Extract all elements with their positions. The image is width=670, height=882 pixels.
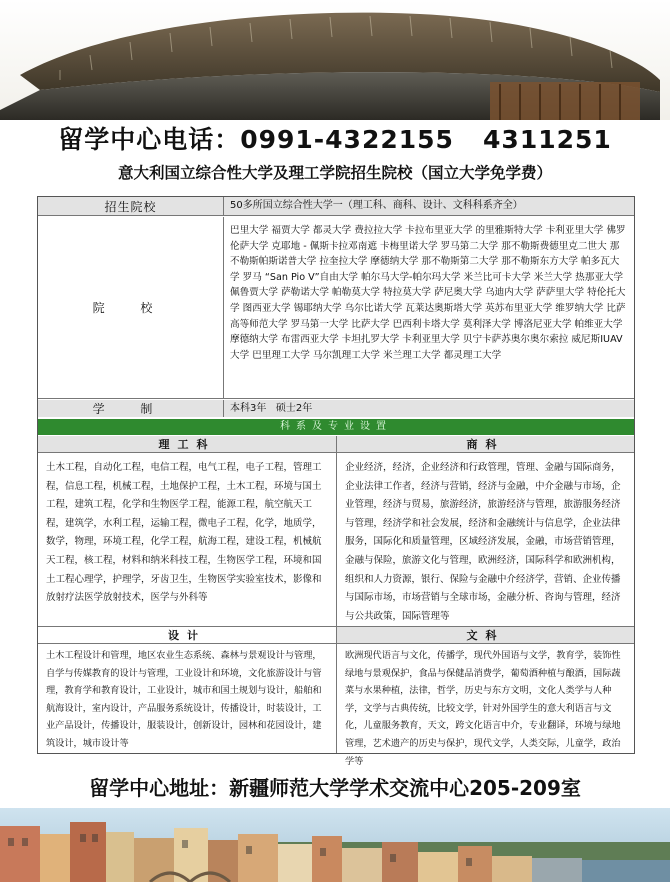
arts-title: 文科	[337, 627, 634, 644]
engineering-title: 理工科	[38, 436, 336, 453]
schools-row	[38, 197, 634, 216]
admissions-table	[37, 196, 635, 767]
design-text: 土木工程设计和管理，地区农业生态系统、森林与景观设计与管理，自学与传媒教育的设计与管理，工业设计和环境，文化旅游设计与管理，教育学和教育设计，工业设计，城市和国土规划与设计，船舶和航海设计，室内设计，产品服务系统设计，传播设计，时装设计，工业产品设计，传播设计，服装设计，创新设计，园林和花园设计，建筑设计，城市设计等	[46, 650, 322, 749]
degree-value: 本科3年 硕士2年	[230, 403, 313, 414]
colleges-list: 巴里大学 福贾大学 都灵大学 费拉拉大学 卡拉布里亚大学 的里雅斯特大学 卡利亚里大学 佛罗伦萨大学 克耶地 - 佩斯卡拉邓南遮 卡梅里诺大学 罗马第二大学 那不勒斯费德里克二世大 那不勒斯帕斯诺普大学 拉奎拉大学 摩德纳大学 那不勒斯第二大学 那不勒斯东方大学 帕多瓦大学 罗马 “San Pio V”自由大学 帕尔马大学-帕尔玛大学 米兰比可卡大学 米兰大学 热那亚大学 佩鲁贾大学 萨勒诺大学 帕勒莫大学 特拉莫大学 萨尼奥大学 乌迪内大学 萨萨里大学 特伦托大学 图西亚大学 锡耶纳大学 乌尔比诺大学 瓦莱达奥斯塔大学 英苏布里亚大学 维罗纳大学 比萨高等师范大学 罗马第一大学 比萨大学 巴西利卡塔大学 莫利泽大学 博洛尼亚大学 帕维亚大学 摩德纳大学 布雷西亚大学 卡坦扎罗大学 卡利亚里大学 贝宁卡萨苏奥尔奥尔索拉 威尼斯IUAV大学 巴里理工大学 马尔凯理工大学 米兰理工大学 都灵理工大学	[230, 225, 626, 361]
schools-label: 招生院校	[38, 197, 224, 215]
colleges-row	[38, 217, 634, 399]
page-subtitle: 意大利国立综合性大学及理工学院招生院校（国立大学免学费）	[117, 164, 552, 182]
business-text: 企业经济，经济，企业经济和行政管理，管理、金融与国际商务，企业法律工作者，经济与营销，经济与金融，中介金融与市场，企业管理，经济与贸易，旅游经济，旅游经济与管理，旅游服务经济与管理，经济学和社会发展，经济和金融统计与信息学，企业法律服务，国际化和质量管理，区域经济发展，金融，市场营销管理，金融与保险，旅游文化与管理，欧洲经济，国际科学和欧洲机构，组织和人力资源，银行、保险与金融中介经济学，营销、企业传播与国际市场，市场营销与全球市场，金融分析、咨询与管理，经济与公共政策，国际管理等	[345, 462, 621, 622]
phone-numbers: 0991-4322155 4311251	[240, 125, 612, 154]
colleges-label: 院 校	[38, 217, 224, 398]
engineering-text: 土木工程，自动化工程，电信工程，电气工程，电子工程，管理工程，信息工程，机械工程，土地保护工程，土木工程，环境与国土工程，建筑工程，化学和生物医学工程，能源工程，航空航天工程，建筑学，水利工程，运输工程，微电子工程，化学，地质学，数学，物理，环境工程，化学工程，航海工程，建设工程，机械航天工程，核工程，材料和纳米科技工程，生物医学工程，环境和国土工程心理学，护理学，牙齿卫生，生物医学实验室技术，影像和放射疗法医学放射技术，医学与外科等	[46, 462, 322, 604]
degree-row	[38, 400, 634, 417]
column-divider	[336, 436, 337, 753]
coastal-town-illustration	[0, 808, 670, 882]
city-image	[0, 808, 670, 882]
phone-label: 留学中心电话：	[58, 125, 241, 154]
degree-label: 学 制	[38, 400, 224, 417]
banner-image	[0, 0, 670, 120]
schools-value: 50多所国立综合性大学一（理工科、商科、设计、文科科系齐全）	[230, 200, 523, 211]
design-title: 设计	[38, 627, 336, 644]
majors-bar: 科系及专业设置	[38, 419, 634, 435]
phone-line	[0, 122, 670, 158]
stadium-illustration	[0, 0, 670, 120]
business-title: 商科	[337, 436, 634, 453]
center-address: 留学中心地址：新疆师范大学学术交流中心205-209室	[89, 776, 581, 800]
arts-text: 欧洲现代语言与文化，传播学，现代外国语与文学，教育学，装饰性绿地与景观保护，食品与保健品消费学，葡萄酒种植与酿酒，国际蔬菜与水果种植，法律，哲学，历史与东方文明，文化人类学与人种学，文学与古典传统，比较文学，针对外国学生的意大利语言与文化，儿童服务教育，天文，跨文化语言中介，专业翻译，环境与绿地管理，艺术遗产的历史与保护，现代文学，人类交际，儿童学，政治学等	[345, 650, 621, 767]
